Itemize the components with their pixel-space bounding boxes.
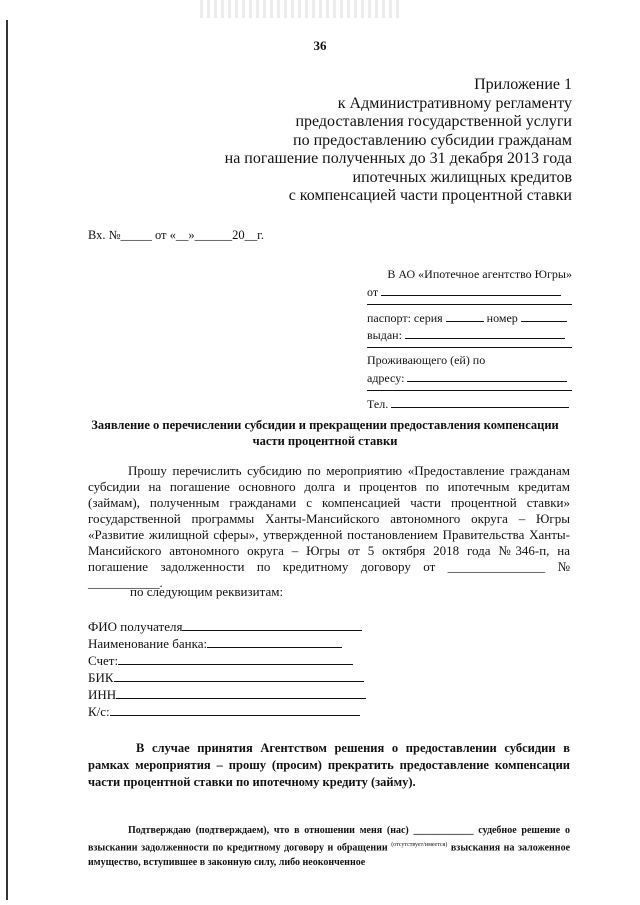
appendix-line: на погашение полученных до 31 декабря 2013 года bbox=[224, 150, 572, 167]
blank-line[interactable] bbox=[367, 389, 572, 391]
correspondent-account-label: К/с: bbox=[88, 704, 110, 719]
account-field[interactable] bbox=[118, 652, 353, 665]
appendix-line: Приложение 1 bbox=[474, 76, 572, 93]
request-paragraph: Прошу перечислить субсидию по мероприятию «Предоставление гражданам субсидии на погашение основного долга и процентов по ипотечным кредитам (займам), полученным гражданами с компенсацией части процентной ставки» государственной программы Ханты-Мансийского автономного округа – Югры «Развитие жилищной сферы», утвержденной постановлением Правительства Ханты-Мансийского автономного округа – Югры от 5 октября 2018 года №346-п, на погашение задолженности по кредитному договору от _______________ № ___________. bbox=[88, 463, 570, 590]
residing-label: Проживающего (ей) по bbox=[367, 353, 486, 367]
passport-row bbox=[367, 309, 572, 326]
passport-number-label: номер bbox=[486, 311, 518, 325]
appendix-line: к Административному регламенту bbox=[337, 94, 572, 112]
issued-field[interactable] bbox=[405, 326, 565, 339]
correspondent-account-field[interactable] bbox=[110, 703, 360, 716]
blank-line[interactable] bbox=[367, 346, 572, 348]
recipient-name-field[interactable] bbox=[182, 618, 362, 631]
appendix-line: по предоставлению субсидии гражданам bbox=[293, 131, 572, 149]
document-title bbox=[80, 417, 570, 449]
address-field[interactable] bbox=[407, 369, 567, 382]
confirmation-text-continued: взыскания на заложенное имущество, вступившее в законную силу, либо неоконченное bbox=[88, 842, 571, 869]
requisite-row bbox=[88, 635, 366, 652]
issued-label: выдан: bbox=[367, 328, 402, 342]
confirmation-text: Подтверждаю (подтверждаем), что в отношении меня (нас) ____________ судебное решение о взыскании задолженности по кредитному договору и обращении bbox=[88, 825, 570, 854]
bik-field[interactable] bbox=[114, 669, 364, 682]
blank-line[interactable] bbox=[367, 303, 572, 305]
passport-number-field[interactable] bbox=[521, 309, 567, 322]
termination-notice: В случае принятия Агентством решения о предоставлении субсидии в рамках мероприятия – прошу (просим) прекратить предоставление компенсации части процентной ставки по ипотечному кредиту (займу). bbox=[88, 741, 570, 789]
inn-label: ИНН bbox=[88, 687, 117, 702]
appendix-line: с компенсацией части процентной ставки bbox=[288, 187, 572, 204]
title-line: Заявление о перечислении субсидии и прекращении предоставления компенсации bbox=[91, 418, 559, 432]
page-number: 36 bbox=[313, 38, 327, 53]
appendix-header bbox=[225, 76, 572, 206]
issued-row bbox=[367, 326, 572, 343]
confirmation-note: (отсутствует/имеется) bbox=[391, 842, 448, 848]
bik-label: БИК bbox=[88, 670, 114, 685]
account-label: Счет: bbox=[88, 653, 119, 668]
title-line: части процентной ставки bbox=[252, 434, 398, 448]
addressee-to: В АО «Ипотечное агентство Югры» bbox=[387, 267, 572, 281]
phone-row bbox=[367, 395, 572, 412]
from-field[interactable] bbox=[381, 283, 561, 296]
appendix-line: предоставления государственной услуги bbox=[295, 113, 572, 130]
from-row bbox=[367, 283, 572, 300]
appendix-line: ипотечных жилищных кредитов bbox=[352, 168, 572, 186]
from-label: от bbox=[367, 285, 379, 299]
phone-field[interactable] bbox=[391, 395, 569, 408]
bank-name-label: Наименование банка: bbox=[88, 636, 208, 651]
inn-field[interactable] bbox=[116, 686, 366, 699]
scan-noise bbox=[200, 0, 400, 18]
recipient-name-label: ФИО получателя bbox=[88, 619, 183, 634]
addressee-block bbox=[367, 266, 572, 412]
requisite-row bbox=[88, 618, 366, 635]
requisite-row bbox=[88, 703, 366, 720]
address-label: адресу: bbox=[367, 371, 405, 385]
bank-name-field[interactable] bbox=[207, 635, 342, 648]
confirmation-paragraph bbox=[88, 823, 570, 870]
requisite-row bbox=[88, 686, 366, 703]
incoming-registration: Вх. №_____ от «__»______20__г. bbox=[88, 228, 264, 242]
passport-series-field[interactable] bbox=[446, 309, 484, 322]
requisites-list bbox=[88, 618, 366, 720]
page-edge-line bbox=[6, 20, 8, 900]
requisites-intro: по следующим реквизитам: bbox=[130, 584, 284, 599]
requisite-row bbox=[88, 652, 366, 669]
phone-label: Тел. bbox=[367, 397, 389, 411]
passport-series-label: паспорт: серия bbox=[367, 311, 443, 325]
requisite-row bbox=[88, 669, 366, 686]
address-row bbox=[367, 369, 572, 386]
